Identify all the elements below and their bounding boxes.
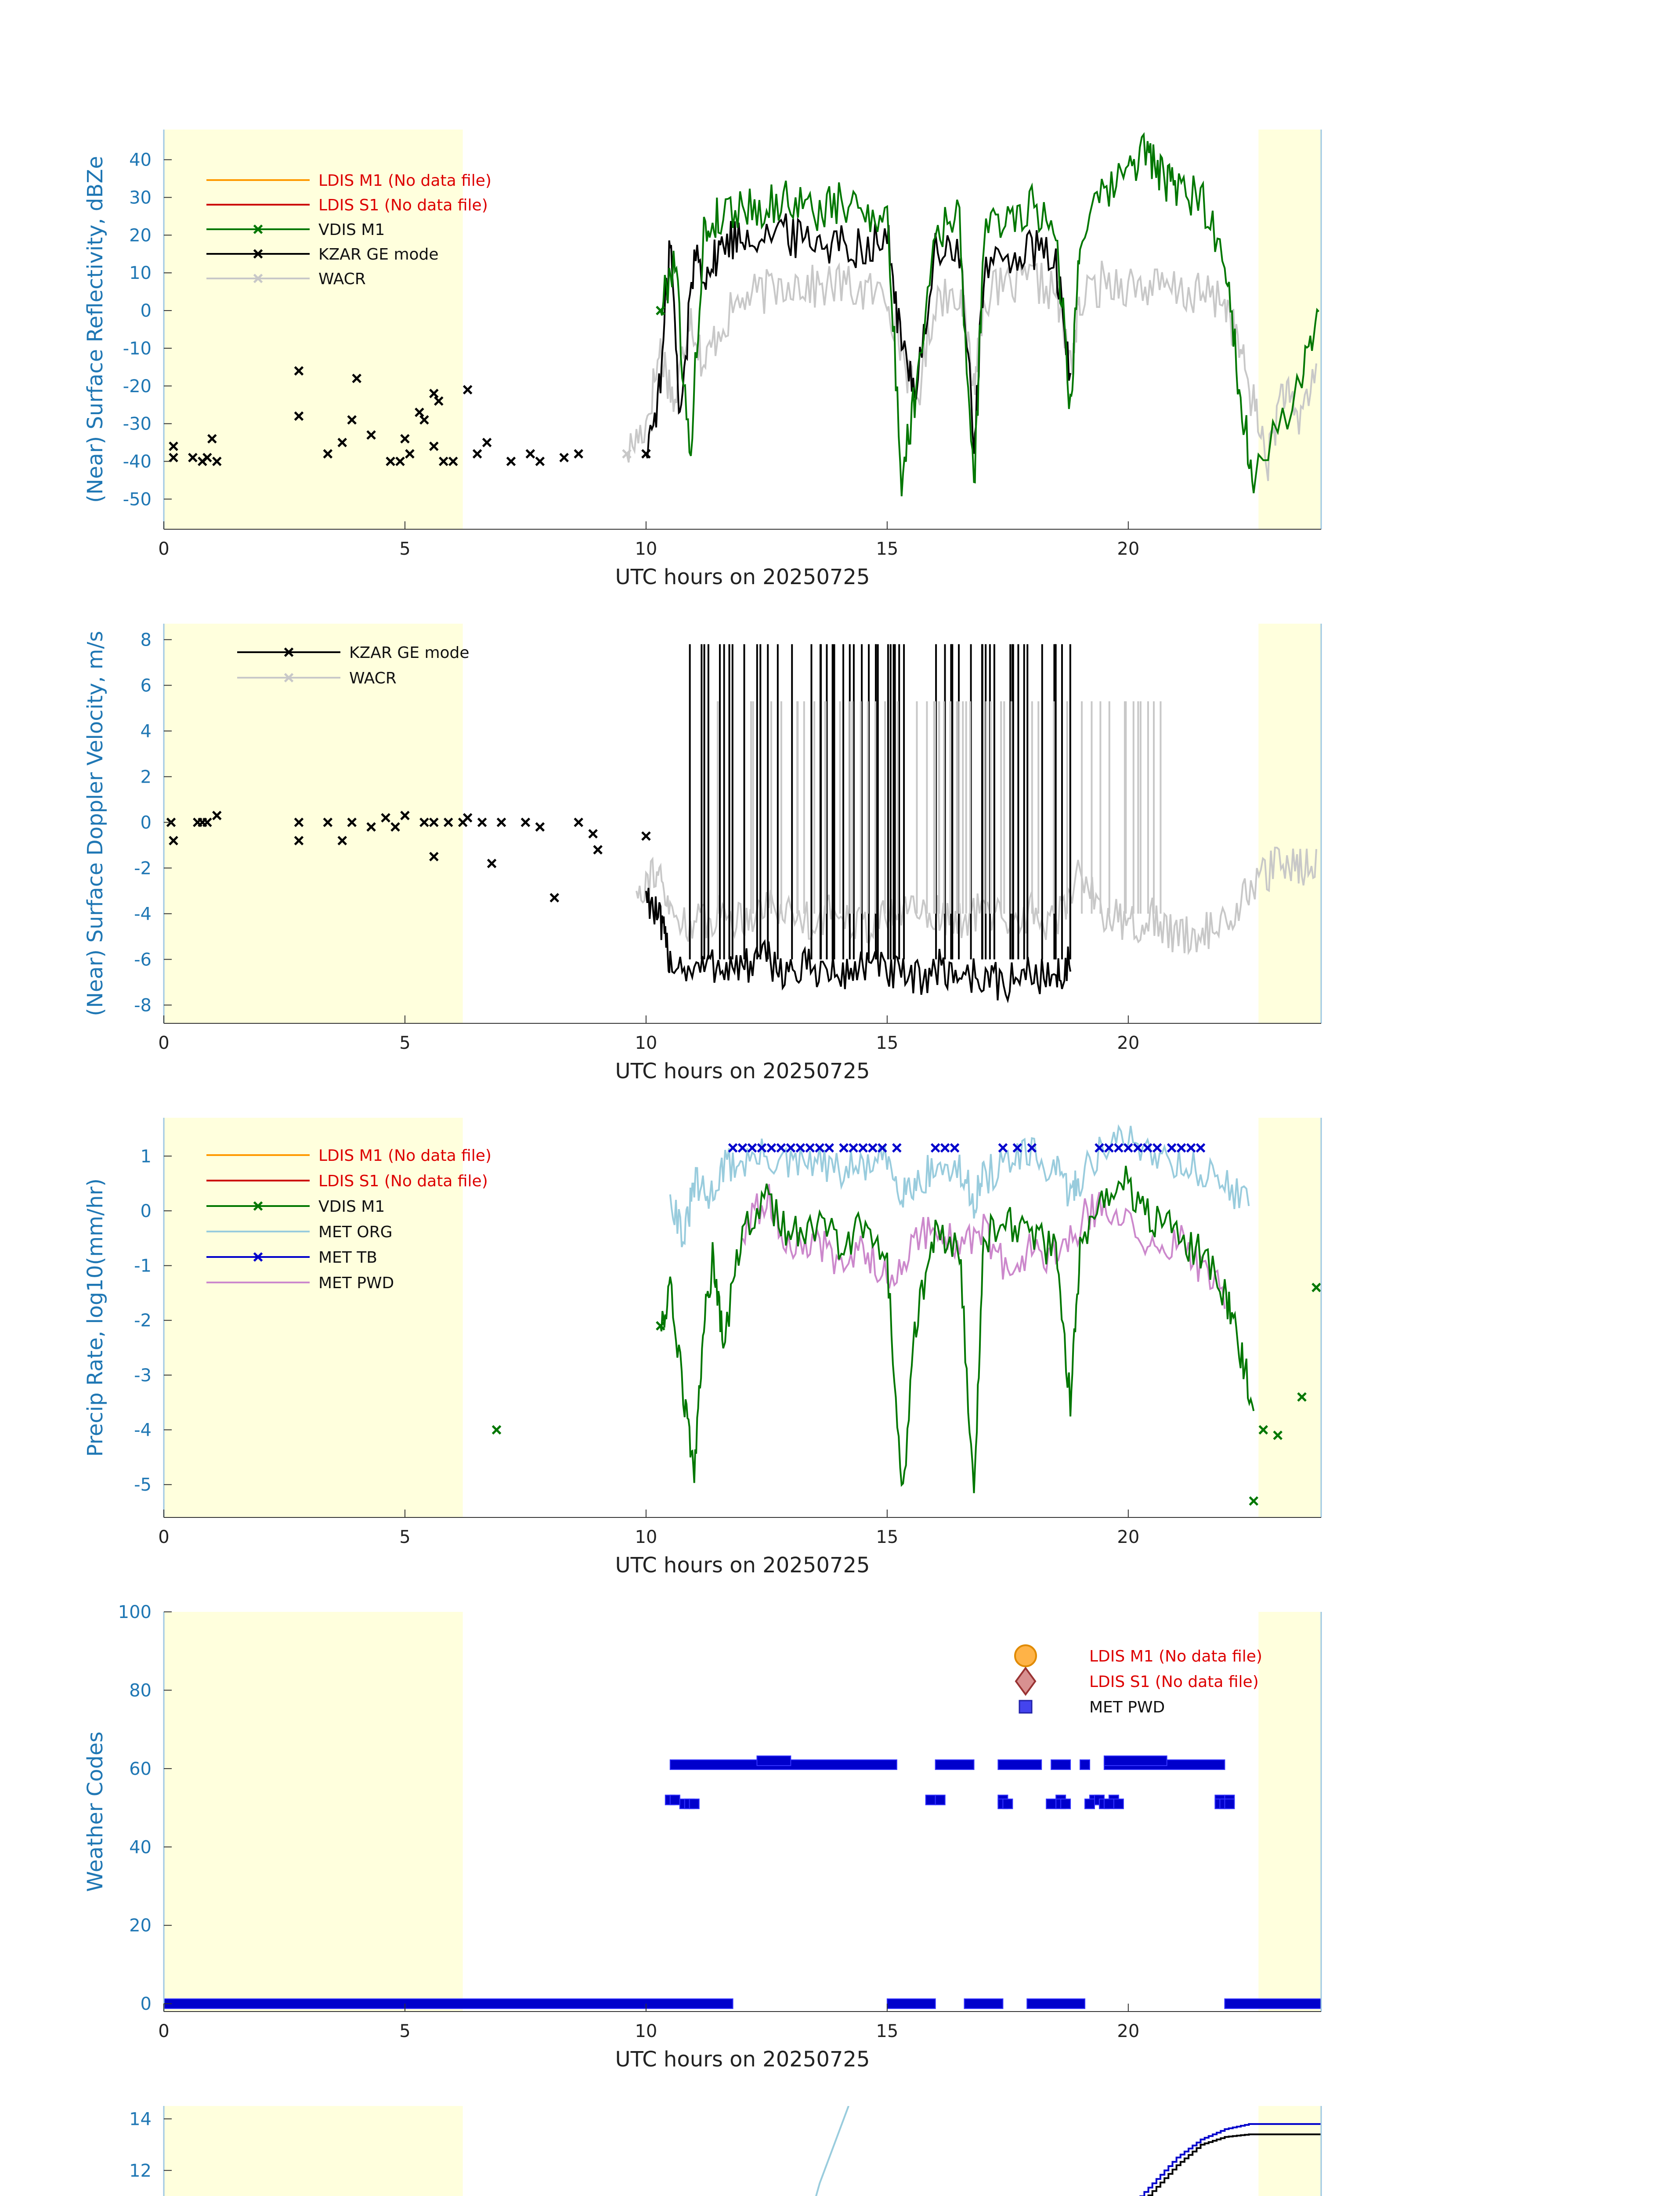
y-tick-label: 6 xyxy=(140,675,152,696)
y-tick-label: 8 xyxy=(140,630,152,650)
y-tick-label: -10 xyxy=(123,338,152,359)
data-point-marker xyxy=(526,450,534,458)
x-tick-label: 5 xyxy=(399,1527,411,1547)
y-tick-label: -4 xyxy=(134,904,152,925)
data-point-marker xyxy=(488,860,496,867)
data-point-marker xyxy=(999,1144,1007,1152)
weather-code-marker-band xyxy=(936,1760,974,1770)
y-tick-label: 0 xyxy=(140,813,152,833)
legend-label: LDIS M1 (No data file) xyxy=(318,1147,491,1165)
legend-label: LDIS S1 (No data file) xyxy=(318,1172,488,1190)
data-point-marker xyxy=(951,1144,959,1152)
y-tick-label: 100 xyxy=(118,1602,152,1622)
y-axis-label: Precip Rate, log10(mm/hr) xyxy=(83,1178,108,1457)
legend-label: LDIS M1 (No data file) xyxy=(1089,1647,1262,1665)
y-tick-label: 80 xyxy=(129,1680,152,1701)
legend-marker-circle xyxy=(1015,1645,1036,1666)
data-point-marker xyxy=(1168,1144,1176,1152)
legend-label: MET ORG xyxy=(318,1223,393,1241)
weather-code-marker-band xyxy=(1051,1760,1070,1770)
series-line-vdis-m1 xyxy=(661,1166,1254,1493)
y-tick-label: 14 xyxy=(129,2109,152,2130)
weather-code-marker xyxy=(1046,1799,1056,1809)
series-line-wacr xyxy=(636,848,1316,954)
legend-label: MET TB xyxy=(318,1249,377,1267)
weather-code-marker xyxy=(1225,1799,1234,1809)
x-axis-label: UTC hours on 20250725 xyxy=(615,565,870,589)
x-tick-label: 10 xyxy=(635,1527,658,1547)
night-shading xyxy=(164,1612,463,2012)
x-tick-label: 5 xyxy=(399,539,411,559)
y-tick-label: -2 xyxy=(134,1311,152,1331)
data-point-marker xyxy=(574,450,582,458)
x-tick-label: 5 xyxy=(399,2021,411,2041)
data-point-marker xyxy=(739,1144,747,1152)
y-tick-label: -50 xyxy=(123,489,152,510)
legend-label: KZAR GE mode xyxy=(318,246,439,264)
data-point-marker xyxy=(536,823,544,831)
y-tick-label: -5 xyxy=(134,1475,152,1495)
weather-code-marker-band xyxy=(1225,1999,1321,2008)
y-tick-label: 40 xyxy=(129,1837,152,1858)
panel-5 xyxy=(83,2106,1321,2196)
y-tick-label: -2 xyxy=(134,858,152,879)
data-point-marker xyxy=(498,818,506,826)
weather-code-marker-band xyxy=(757,1756,791,1766)
data-point-marker xyxy=(840,1144,848,1152)
y-tick-label: -6 xyxy=(134,950,152,970)
data-point-marker xyxy=(729,1144,737,1152)
weather-code-marker-band xyxy=(1080,1760,1090,1770)
y-tick-label: 60 xyxy=(129,1759,152,1779)
data-point-marker xyxy=(941,1144,949,1152)
weather-code-marker-band xyxy=(998,1760,1041,1770)
y-tick-label: 0 xyxy=(140,1994,152,2015)
x-tick-label: 0 xyxy=(158,1033,170,1053)
weather-code-marker xyxy=(690,1799,699,1809)
series-line-kzar-ge-mode xyxy=(646,888,1070,1000)
data-point-marker xyxy=(642,832,650,840)
weather-code-marker xyxy=(936,1795,945,1805)
data-point-marker xyxy=(1115,1144,1123,1152)
data-point-marker xyxy=(473,450,481,458)
plot-area xyxy=(493,1126,1320,1505)
weather-code-marker-band xyxy=(965,1999,1003,2008)
legend-label: VDIS M1 xyxy=(318,1198,385,1216)
weather-code-marker xyxy=(1114,1799,1124,1809)
x-tick-label: 20 xyxy=(1117,1527,1140,1547)
y-tick-label: -8 xyxy=(134,995,152,1016)
data-point-marker xyxy=(483,439,491,447)
x-axis-label: UTC hours on 20250725 xyxy=(615,1059,870,1084)
night-shading xyxy=(1258,624,1321,1023)
x-tick-label: 15 xyxy=(876,539,899,559)
y-tick-label: -3 xyxy=(134,1365,152,1386)
panel-3 xyxy=(83,1118,1321,1578)
night-shading xyxy=(164,2106,463,2196)
data-point-marker xyxy=(1197,1144,1205,1152)
data-point-marker xyxy=(550,894,558,902)
y-tick-label: 0 xyxy=(140,1201,152,1221)
panel-1 xyxy=(83,130,1321,589)
y-tick-label: 4 xyxy=(140,721,152,742)
data-point-marker xyxy=(536,457,544,465)
data-point-marker xyxy=(574,818,582,826)
y-tick-label: -40 xyxy=(123,451,152,472)
x-tick-label: 10 xyxy=(635,539,658,559)
legend-label: MET PWD xyxy=(1089,1698,1165,1716)
x-tick-label: 20 xyxy=(1117,2021,1140,2041)
data-point-marker xyxy=(767,1144,775,1152)
x-tick-label: 20 xyxy=(1117,1033,1140,1053)
data-point-marker xyxy=(560,454,568,462)
data-point-marker xyxy=(869,1144,877,1152)
x-tick-label: 0 xyxy=(158,539,170,559)
night-shading xyxy=(1258,1118,1321,1517)
y-tick-label: -30 xyxy=(123,414,152,434)
y-tick-label: 0 xyxy=(140,301,152,321)
series-line-kzar-ge-mode xyxy=(646,213,1070,458)
weather-code-marker xyxy=(926,1795,936,1805)
x-tick-label: 0 xyxy=(158,2021,170,2041)
night-shading xyxy=(1258,2106,1321,2196)
data-point-marker xyxy=(893,1144,901,1152)
y-axis-label: (Near) Surface Doppler Velocity, m/s xyxy=(83,631,108,1016)
series-line-vdis-m1 xyxy=(661,134,1319,496)
y-tick-label: 20 xyxy=(129,1915,152,1936)
legend-label: KZAR GE mode xyxy=(349,644,470,662)
data-point-marker xyxy=(642,450,650,458)
weather-code-marker xyxy=(1085,1799,1095,1809)
data-point-marker xyxy=(507,457,515,465)
legend-label: WACR xyxy=(318,270,366,288)
data-point-marker xyxy=(825,1144,833,1152)
data-point-marker xyxy=(849,1144,857,1152)
legend-label: WACR xyxy=(349,669,397,687)
weather-code-marker xyxy=(1104,1799,1114,1809)
data-point-marker xyxy=(1153,1144,1161,1152)
panel-4 xyxy=(83,1602,1321,2072)
data-point-marker xyxy=(464,814,472,822)
weather-code-marker-band xyxy=(1027,1999,1085,2008)
data-point-marker xyxy=(859,1144,867,1152)
data-point-marker xyxy=(932,1144,939,1152)
legend-label: VDIS M1 xyxy=(318,221,385,239)
legend-label: LDIS S1 (No data file) xyxy=(1089,1673,1259,1691)
data-point-marker xyxy=(521,818,529,826)
weather-code-marker-band xyxy=(164,1999,733,2008)
data-point-marker xyxy=(1250,1497,1257,1505)
panel-2 xyxy=(83,624,1321,1084)
x-tick-label: 10 xyxy=(635,2021,658,2041)
y-tick-label: 2 xyxy=(140,767,152,787)
x-tick-label: 10 xyxy=(635,1033,658,1053)
weather-code-marker-band xyxy=(887,1999,936,2008)
data-point-marker xyxy=(478,818,486,826)
x-tick-label: 15 xyxy=(876,1033,899,1053)
y-tick-label: 12 xyxy=(129,2160,152,2181)
y-tick-label: -1 xyxy=(134,1256,152,1276)
x-tick-label: 20 xyxy=(1117,539,1140,559)
night-shading xyxy=(1258,1612,1321,2012)
data-point-marker xyxy=(1178,1144,1185,1152)
y-tick-label: 30 xyxy=(129,188,152,208)
x-tick-label: 0 xyxy=(158,1527,170,1547)
weather-code-marker xyxy=(1003,1799,1012,1809)
y-tick-label: 20 xyxy=(129,225,152,246)
y-tick-label: -4 xyxy=(134,1420,152,1441)
y-tick-label: 40 xyxy=(129,150,152,170)
weather-code-marker-band xyxy=(1104,1756,1167,1766)
data-point-marker xyxy=(1187,1144,1195,1152)
y-axis-label: Weather Codes xyxy=(83,1731,108,1892)
series-line-met-org xyxy=(670,1126,1249,1247)
data-point-marker xyxy=(493,1426,501,1434)
data-point-marker xyxy=(594,846,602,854)
y-tick-label: -20 xyxy=(123,376,152,397)
legend-label: LDIS S1 (No data file) xyxy=(318,196,488,214)
legend-label: MET PWD xyxy=(318,1274,394,1292)
data-point-marker xyxy=(806,1144,814,1152)
data-point-marker xyxy=(777,1144,785,1152)
x-tick-label: 15 xyxy=(876,1527,899,1547)
data-point-marker xyxy=(748,1144,756,1152)
legend-label: LDIS M1 (No data file) xyxy=(318,172,491,190)
weather-code-marker xyxy=(670,1795,680,1805)
legend-marker-diamond xyxy=(1016,1668,1035,1694)
y-tick-label: 1 xyxy=(140,1146,152,1167)
weather-code-marker xyxy=(1061,1799,1070,1809)
x-axis-label: UTC hours on 20250725 xyxy=(615,1553,870,1578)
data-point-marker xyxy=(589,830,597,838)
data-point-marker xyxy=(464,386,472,394)
x-tick-label: 5 xyxy=(399,1033,411,1053)
x-axis-label: UTC hours on 20250725 xyxy=(615,2047,870,2072)
y-tick-label: 10 xyxy=(129,263,152,284)
y-axis-label: (Near) Surface Reflectivity, dBZe xyxy=(83,156,108,503)
legend-marker-square xyxy=(1019,1701,1032,1713)
x-tick-label: 15 xyxy=(876,2021,899,2041)
